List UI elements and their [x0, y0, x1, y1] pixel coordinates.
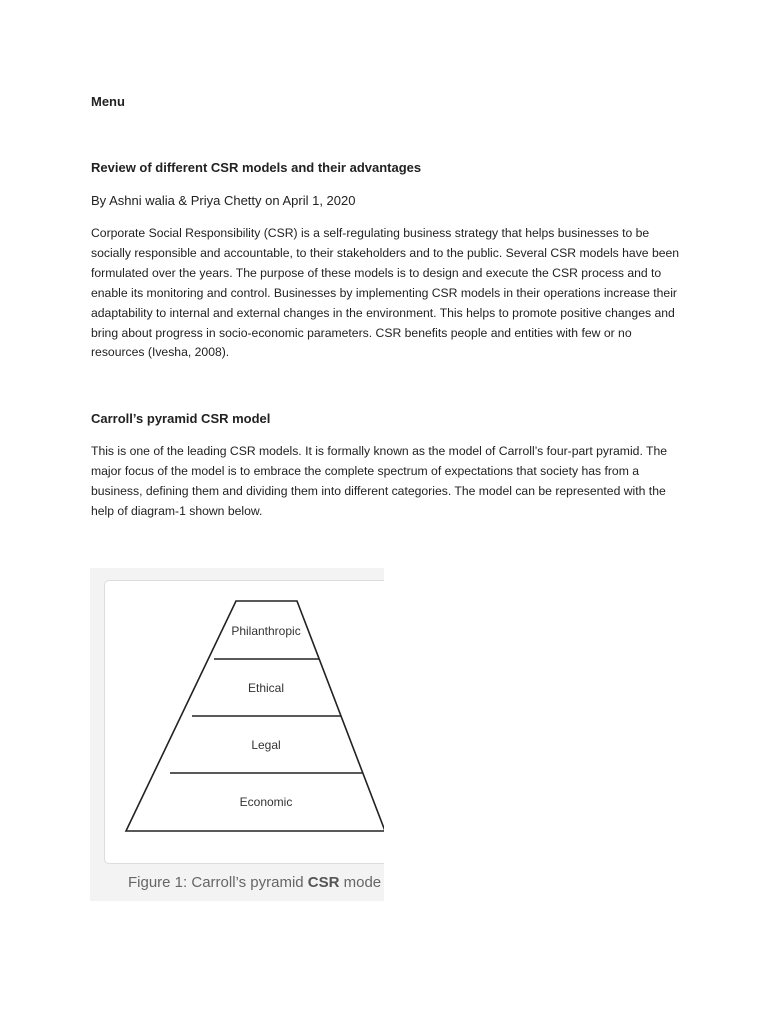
- section-heading: Carroll’s pyramid CSR model: [91, 411, 271, 426]
- intro-paragraph: Corporate Social Responsibility (CSR) is a self-regulating business strategy that helps businesses to be socially responsible and accountable, to their stakeholders and to the public. Several CSR models have been formulated over the years. The purpose of these models is to design and execute the CSR process and to enable its monitoring and control. Businesses by implementing CSR models in their operations increase their adaptability to internal and external changes in the environment. This helps to promote positive changes and bring about progress in socio-economic parameters. CSR benefits people and entities with few or no resources (Ivesha, 2008).: [91, 226, 680, 360]
- figure-caption-text: Figure 1: Carroll’s pyramid: [128, 874, 308, 891]
- figure-caption-tail: mode: [339, 874, 382, 891]
- pyramid-level-economic: Economic: [239, 795, 293, 809]
- pyramid-figure: [90, 568, 384, 901]
- pyramid-level-ethical: Ethical: [247, 681, 285, 695]
- figure-caption: [128, 874, 381, 891]
- pyramid-figure-card: [104, 580, 384, 864]
- figure-caption-bold: CSR: [307, 874, 340, 891]
- menu-link[interactable]: Menu: [91, 94, 125, 109]
- article-byline: By Ashni walia & Priya Chetty on April 1, 2020: [91, 193, 356, 208]
- pyramid-level-legal: Legal: [251, 738, 281, 752]
- pyramid-diagram: [105, 581, 384, 863]
- pyramid-level-philanthropic: Philanthropic: [231, 624, 301, 638]
- article-title: Review of different CSR models and their advantages: [91, 160, 422, 175]
- section-paragraph: This is one of the leading CSR models. It is formally known as the model of Carroll’s four-part pyramid. The major focus of the model is to embrace the complete spectrum of expectations that society has from a business, defining them and dividing them into different categories. The model can be represented with the help of diagram-1 shown below.: [91, 444, 667, 518]
